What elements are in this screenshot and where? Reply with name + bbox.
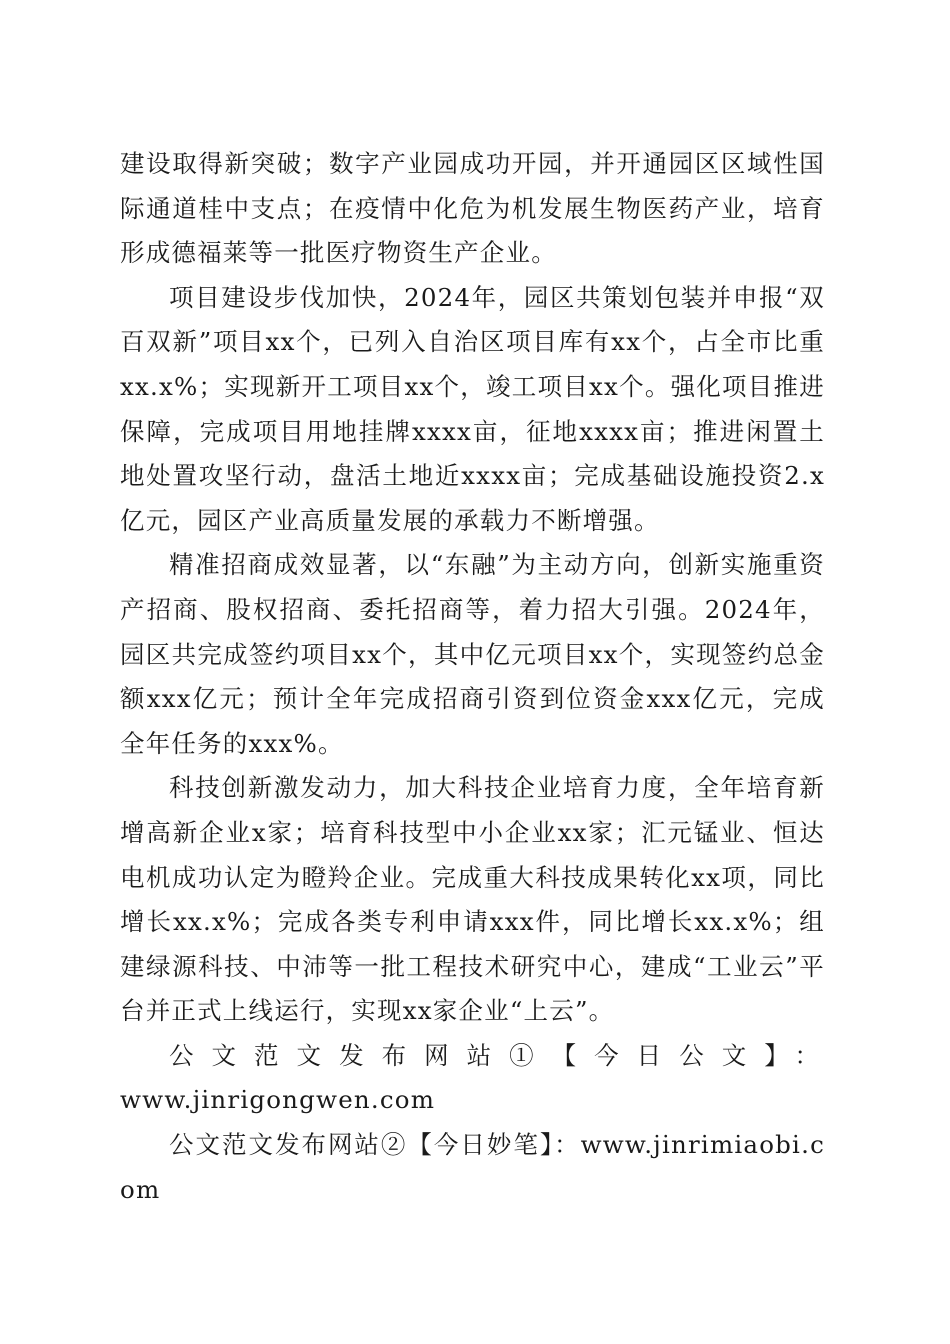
footer-site1-label: 公文范文发布网站①【今日公文】： bbox=[169, 1040, 825, 1070]
footer-site2: 公文范文发布网站②【今日妙笔】：www.jinrimiaobi.com bbox=[120, 1130, 825, 1204]
paragraph-tech-innovation: 科技创新激发动力，加大科技企业培育力度，全年培育新增高新企业x家；培育科技型中小企业xx家；汇元锰业、恒达电机成功认定为瞪羚企业。完成重大科技成果转化xx项，同比增长xx.x%；完成各类专利申请xxx件，同比增长xx.x%；组建绿源科技、中沛等一批工程技术研究中心，建成“工业云”平台并正式上线运行，实现xx家企业“上云”。 bbox=[120, 773, 825, 1026]
paragraph-project-construction: 项目建设步伐加快，2024年，园区共策划包装并申报“双百双新”项目xx个，已列入自治区项目库有xx个，占全市比重xx.x%；实现新开工项目xx个，竣工项目xx个。强化项目推进保障，完成项目用地挂牌xxxx亩，征地xxxx亩；推进闲置土地处置攻坚行动，盘活土地近xxxx亩；完成基础设施投资2.x亿元，园区产业高质量发展的承载力不断增强。 bbox=[120, 282, 825, 535]
paragraph-investment-attraction: 精准招商成效显著，以“东融”为主动方向，创新实施重资产招商、股权招商、委托招商等，着力招大引强。2024年，园区共完成签约项目xx个，其中亿元项目xx个，实现签约总金额xxx亿元；预计全年完成招商引资到位资金xxx亿元，完成全年任务的xxx%。 bbox=[120, 550, 825, 758]
paragraph-continuation: 建设取得新突破；数字产业园成功开园，并开通园区区域性国际通道桂中支点；在疫情中化危为机发展生物医药产业，培育形成德福莱等一批医疗物资生产企业。 bbox=[120, 149, 825, 268]
document-body bbox=[120, 142, 825, 1212]
footer-site1-url: www.jinrigongwen.com bbox=[120, 1085, 436, 1115]
